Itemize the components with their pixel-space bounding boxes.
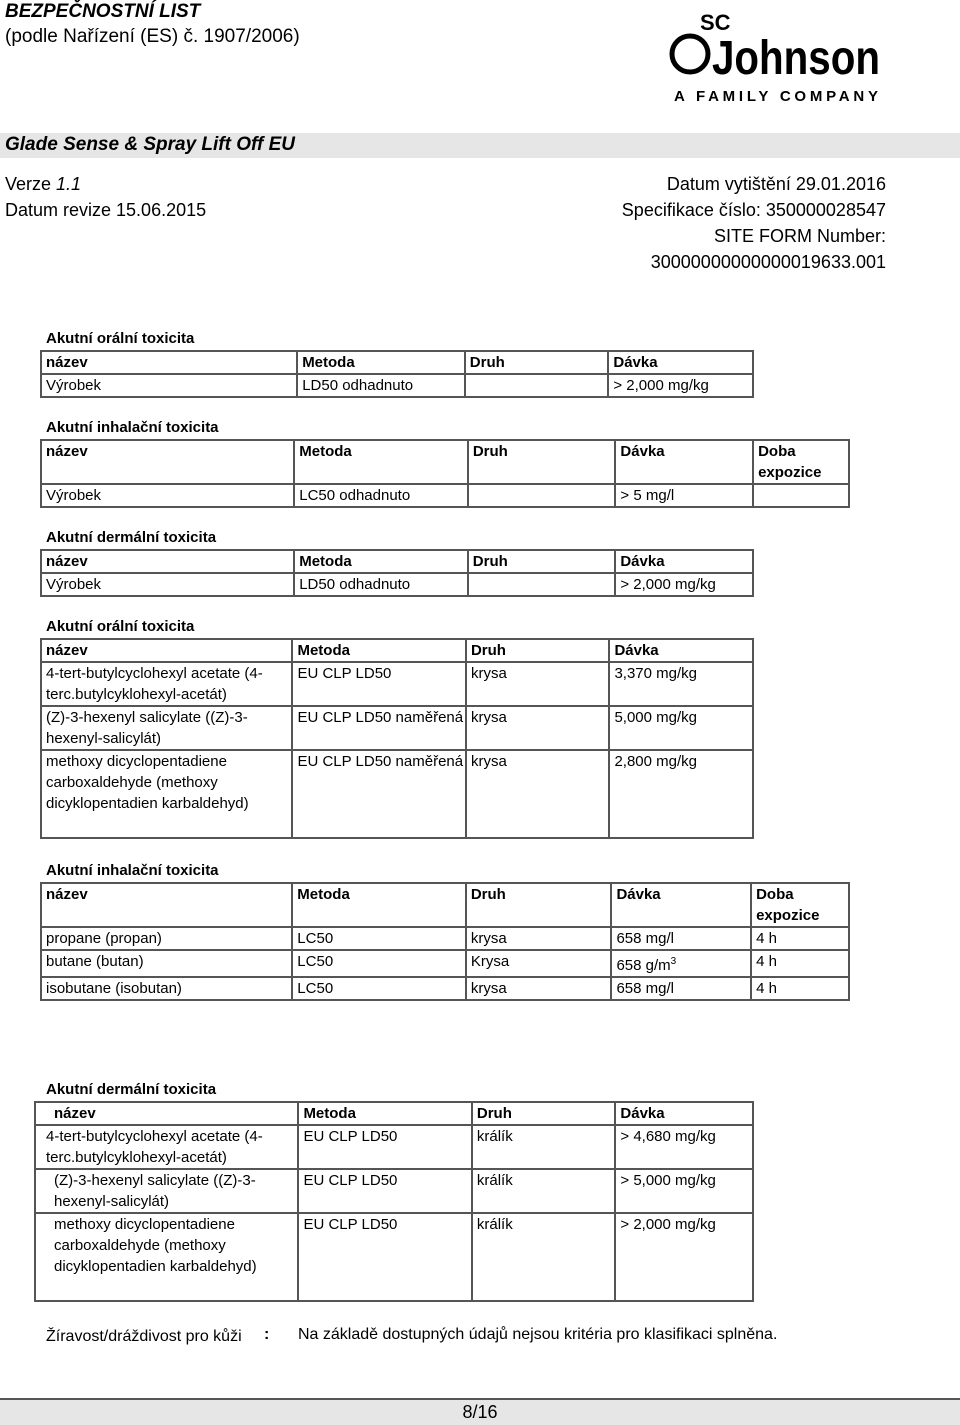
page-number: 8/16 [462,1402,498,1422]
table-cell: Výrobek [41,374,297,397]
table-cell [468,573,616,596]
table-cell: EU CLP LD50 [298,1125,471,1169]
logo-sc-text: SC [700,10,731,35]
table-cell: 2,800 mg/kg [609,750,753,838]
table-cell: EU CLP LD50 [292,662,466,706]
skin-irritation-colon: : [264,1326,270,1343]
table-cell: > 2,000 mg/kg [608,374,753,397]
table-cell: krysa [466,706,609,750]
table-cell: methoxy dicyclopentadiene carboxaldehyde (methoxy dicyklopentadien karbaldehyd) [41,750,292,838]
section-title-acute-inhalation-product: Akutní inhalační toxicita [46,419,219,436]
product-band [0,133,960,158]
table-cell: 4-tert-butylcyclohexyl acetate (4-terc.butylcyklohexyl-acetát) [35,1125,298,1169]
table-cell: Krysa [466,950,612,977]
sc-johnson-logo [668,8,882,108]
header-cell: název [41,883,292,927]
table-row [41,573,753,596]
header-cell: název [35,1102,298,1125]
table-cell: krysa [466,750,609,838]
section-title-acute-inhalation-components: Akutní inhalační toxicita [46,862,219,879]
table-header-row [41,440,849,484]
table-cell [611,950,751,977]
table-cell: > 2,000 mg/kg [615,573,753,596]
logo-tagline-text: A FAMILY COMPANY [674,88,878,105]
table-cell: 4 h [751,927,849,950]
version-value: 1.1 [56,174,82,194]
table-header-row [35,1102,753,1125]
header-cell: Druh [468,440,616,484]
header-cell: Dávka [615,440,753,484]
table-cell: LD50 odhadnuto [294,573,468,596]
table-row [41,484,849,507]
table-cell: LC50 [292,950,466,977]
dose-value: 658 g/m [616,957,671,974]
table-cell: krysa [466,927,612,950]
table-acute-inhalation-components [40,882,850,1001]
header-cell: Druh [466,639,609,662]
logo-brand-text: Johnson [712,32,880,85]
table-cell: > 5 mg/l [615,484,753,507]
header-cell: název [41,639,292,662]
section-title-acute-oral-components: Akutní orální toxicita [46,618,195,635]
table-cell: LC50 [292,977,466,1000]
table-cell: LD50 odhadnuto [297,374,465,397]
table-cell: isobutane (isobutan) [41,977,292,1000]
table-acute-dermal-product [40,549,754,597]
table-header-row [41,550,753,573]
site-form-value: 30000000000000019633.001 [650,252,886,272]
table-cell: LC50 [292,927,466,950]
version-line [5,171,81,197]
unit-superscript: 3 [670,956,677,967]
document-subtitle: (podle Nařízení (ES) č. 1907/2006) [5,26,300,47]
version-label: Verze [5,174,52,194]
print-date: Datum vytištění 29.01.2016 [666,174,886,194]
skin-irritation-label: Žíravost/dráždivost pro kůži [46,1328,242,1345]
table-row [41,750,753,838]
table-cell: EU CLP LD50 [298,1169,471,1213]
table-row [41,662,753,706]
table-cell [468,484,616,507]
table-row [41,374,753,397]
header-cell: Doba expozice [751,883,849,927]
header-cell: Metoda [294,550,468,573]
table-header-row [41,639,753,662]
table-cell: LC50 odhadnuto [294,484,468,507]
header-cell: Metoda [292,883,466,927]
table-row [41,950,849,977]
footer-band [0,1400,960,1425]
header-cell: Druh [465,351,609,374]
table-cell: králík [472,1213,616,1301]
table-acute-inhalation-product [40,439,850,508]
header-cell: Metoda [297,351,465,374]
header-cell: Dávka [611,883,751,927]
site-form-label: SITE FORM Number: [713,226,886,246]
product-name: Glade Sense & Spray Lift Off EU [5,134,296,155]
table-cell [753,484,849,507]
table-cell: Výrobek [41,573,294,596]
section-title-acute-dermal-product: Akutní dermální toxicita [46,529,217,546]
table-cell: methoxy dicyclopentadiene carboxaldehyde (methoxy dicyklopentadien karbaldehyd) [35,1213,298,1301]
table-row [41,706,753,750]
table-header-row [41,351,753,374]
header-cell: Metoda [298,1102,471,1125]
header-cell: Dávka [615,1102,753,1125]
table-row [41,927,849,950]
table-cell: (Z)-3-hexenyl salicylate ((Z)-3-hexenyl-salicylát) [35,1169,298,1213]
table-cell: 3,370 mg/kg [609,662,753,706]
table-cell: 658 mg/l [611,927,751,950]
header-cell: Dávka [608,351,753,374]
table-cell [465,374,609,397]
table-cell: Výrobek [41,484,294,507]
table-cell: > 2,000 mg/kg [615,1213,753,1301]
table-cell: krysa [466,977,612,1000]
document-title: BEZPEČNOSTNÍ LIST [5,1,201,22]
section-title-acute-oral-product: Akutní orální toxicita [46,330,195,347]
header-cell: název [41,550,294,573]
table-cell: EU CLP LD50 naměřená [292,706,466,750]
table-cell: 658 mg/l [611,977,751,1000]
header-cell: Metoda [292,639,466,662]
header-cell: Druh [466,883,612,927]
header-cell: název [41,440,294,484]
table-row [41,977,849,1000]
skin-irritation-text: Na základě dostupných údajů nejsou kritéria pro klasifikaci splněna. [298,1326,778,1343]
table-cell: 4 h [751,977,849,1000]
table-cell: propane (propan) [41,927,292,950]
table-cell: krysa [466,662,609,706]
table-cell: 4 h [751,950,849,977]
header-cell: Druh [468,550,616,573]
header-cell: Dávka [609,639,753,662]
table-cell: 5,000 mg/kg [609,706,753,750]
table-cell: butane (butan) [41,950,292,977]
header-cell: Doba expozice [753,440,849,484]
table-cell: králík [472,1169,616,1213]
table-cell: (Z)-3-hexenyl salicylate ((Z)-3-hexenyl-salicylát) [41,706,292,750]
header-cell: Metoda [294,440,468,484]
table-row [35,1169,753,1213]
header-cell: Dávka [615,550,753,573]
table-cell: > 4,680 mg/kg [615,1125,753,1169]
section-title-acute-dermal-components: Akutní dermální toxicita [46,1081,217,1098]
table-cell: králík [472,1125,616,1169]
table-row [35,1125,753,1169]
table-header-row [41,883,849,927]
table-acute-dermal-components [34,1101,754,1302]
table-cell: > 5,000 mg/kg [615,1169,753,1213]
spec-number: Specifikace číslo: 350000028547 [621,200,886,220]
table-cell: EU CLP LD50 [298,1213,471,1301]
table-cell: EU CLP LD50 naměřená [292,750,466,838]
table-cell: 4-tert-butylcyclohexyl acetate (4-terc.butylcyklohexyl-acetát) [41,662,292,706]
header-cell: název [41,351,297,374]
table-acute-oral-product [40,350,754,398]
table-acute-oral-components [40,638,754,839]
header-cell: Druh [472,1102,616,1125]
revision-date: Datum revize 15.06.2015 [5,200,207,220]
table-row [35,1213,753,1301]
